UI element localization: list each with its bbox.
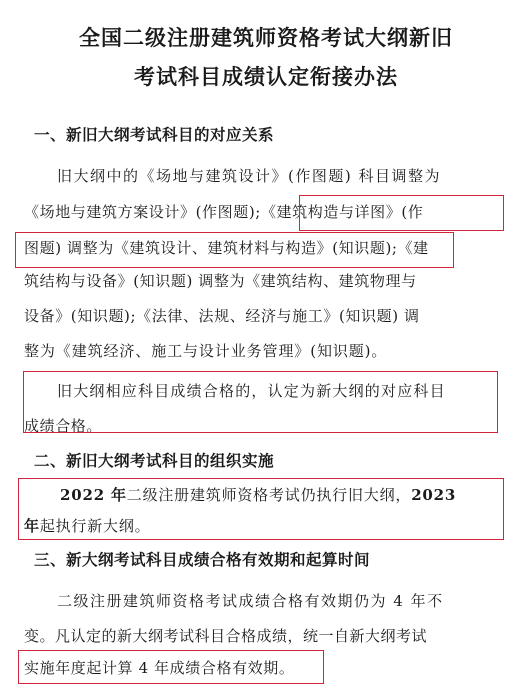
section-3-heading: 三、新大纲考试科目成绩合格有效期和起算时间 (34, 551, 371, 569)
highlight-box-validity-period (18, 650, 324, 684)
para-2-line-2: 成绩合格。 (24, 417, 103, 435)
section-3-line-1: 二级注册建筑师资格考试成绩合格有效期仍为 4 年不 (57, 592, 444, 610)
year-suffix: 年 (24, 517, 40, 535)
highlight-box-pass-recognition (23, 371, 498, 433)
para-1-line-6: 整为《建筑经济、施工与设计业务管理》(知识题)。 (24, 342, 388, 360)
para-1-line-5: 设备》(知识题);《法律、法规、经济与施工》(知识题) 调 (24, 307, 420, 325)
para-1-line-1: 旧大纲中的《场地与建筑设计》(作图题) 科目调整为 (57, 167, 441, 185)
section-2-line-2-text: 起执行新大纲。 (39, 517, 151, 535)
section-2-heading: 二、新旧大纲考试科目的组织实施 (34, 452, 275, 470)
para-1-line-4: 筑结构与设备》(知识题) 调整为《建筑结构、建筑物理与 (24, 272, 417, 290)
document-title-line-2: 考试科目成绩认定衔接办法 (134, 64, 398, 89)
para-2-line-1: 旧大纲相应科目成绩合格的，认定为新大纲的对应科目 (57, 382, 446, 400)
highlight-box-renamed-subject (15, 232, 454, 268)
document-title-line-1: 全国二级注册建筑师资格考试大纲新旧 (79, 25, 453, 50)
highlight-box-implementation-years (18, 478, 504, 540)
para-1-line-3: 图题) 调整为《建筑设计、建筑材料与构造》(知识题);《建 (24, 239, 429, 257)
year-2023: 2023 (411, 486, 457, 504)
year-2022: 2022 年 (60, 486, 127, 504)
para-1-line-2: 《场地与建筑方案设计》(作图题);《建筑构造与详图》(作 (24, 203, 424, 221)
section-2-line-1-text: 二级注册建筑师资格考试仍执行旧大纲， (126, 486, 412, 504)
section-3-line-2: 变。凡认定的新大纲考试科目合格成绩，统一自新大纲考试 (24, 627, 428, 645)
section-1-heading: 一、新旧大纲考试科目的对应关系 (34, 126, 275, 144)
section-3-line-3: 实施年度起计算 4 年成绩合格有效期。 (24, 659, 295, 677)
highlight-box-construction-detail (299, 195, 504, 231)
